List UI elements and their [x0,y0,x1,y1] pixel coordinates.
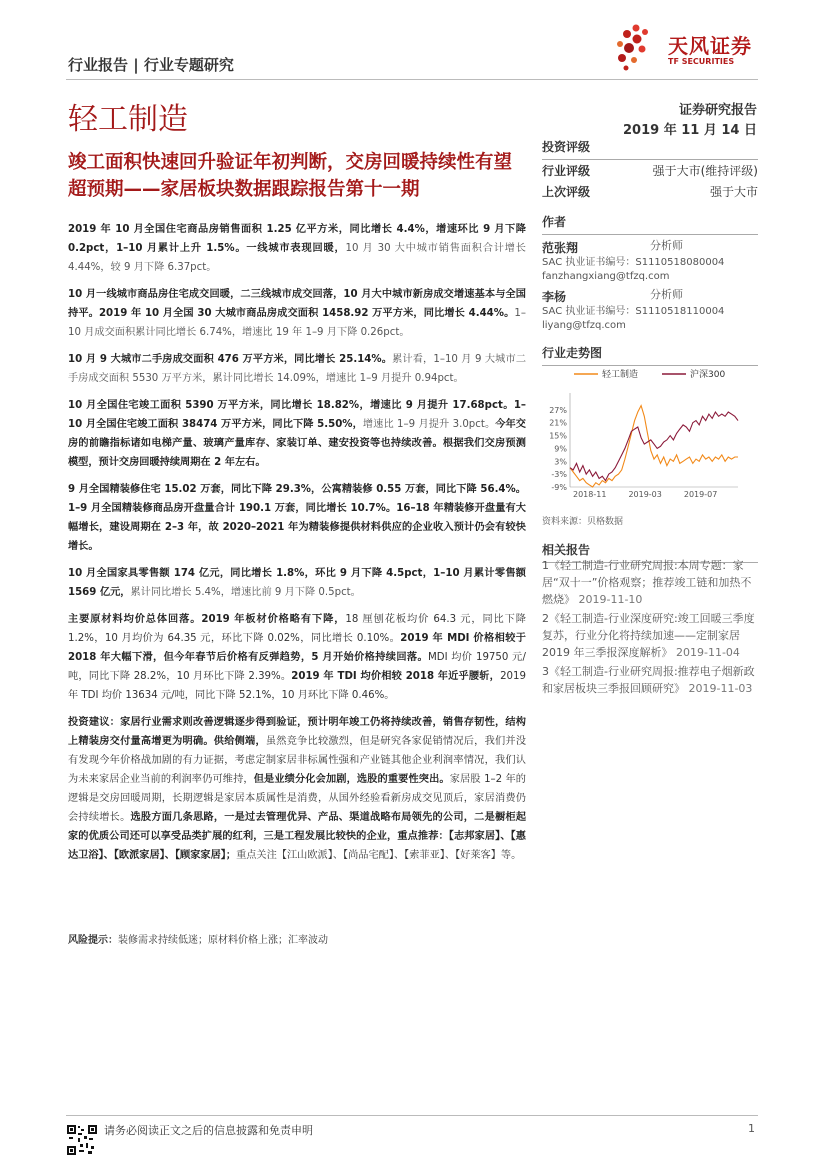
analyst-2: 李杨 分析师 SAC 执业证书编号：S1110518110004 liyang@tfzq.com [542,288,758,333]
author-title: 作者 [542,215,567,229]
logo-icon [612,22,662,72]
y-tick-label: 21% [549,418,567,428]
related-report-3[interactable]: 3《轻工制造-行业研究周报:推荐电子烟新政和家居板块三季报回顾研究》 2019-11-03 [542,665,755,695]
footer-divider [66,1115,758,1116]
paragraph-decoration: 9 月全国精装修住宅 15.02 万套，同比下降 29.3%，公寓精装修 0.55 万套，同比下降 56.4%。1–9 月全国精装修商品房开盘量合计 190.1 万套，同比增长 10.7%。16–18 年精装修开盘量有大幅增长，建设周期在 2–3 年，故 2020–2021 年为精装修提供材料供应的企业收入预计仍会有较快增长。 [68,484,526,552]
y-tick-label: 27% [549,405,567,415]
analyst-2-email[interactable]: liyang@tfzq.com [542,320,626,331]
x-tick-label: 2018-11 [573,490,607,499]
paragraph-completion: 10 月全国住宅竣工面积 5390 万平方米，同比增长 18.82%，增速比 9 月提升 17.68pct。1–10 月全国住宅竣工面积 38474 万平方米，同比下降 5.50%，增速比 1–9 月提升 3.0pct。今年交房的前瞻指标诸如电梯产量、玻璃产量库存、家装订单、建安投资等也持续改善。根据我们交房预测模型，预计交房回暖持续周期在 2 年左右。 [68,400,526,468]
paragraph-tier-cities: 10 月一线城市商品房住宅成交回暖，二三线城市成交回落，10 月大中城市新房成交增速基本与全国持平。2019 年 10 月全国 30 大城市商品房成交面积 1458.92 万平方米，同比增长 4.44%。1–10 月成交面积累计同比增长 6.74%，增速比 19 年 1–9 月下降 0.26pct。 [68,289,526,338]
y-tick-label: 9% [554,444,567,454]
previous-rating-row: 上次评级 强于大市 [542,185,758,199]
chart-lines [570,406,738,487]
page-number: 1 [748,1122,755,1135]
chart-legend [574,368,725,380]
header-divider [66,79,758,80]
logo-name: 天风证券 [668,34,752,58]
trend-chart [542,365,758,507]
y-tick-label: 3% [554,457,567,467]
related-report-2[interactable]: 2《轻工制造-行业深度研究:竣工回暖三季度复苏，行业分化将持续加速——定制家居 2019 年三季报深度解析》 2019-11-04 [542,612,755,659]
report-type: 行业报告 | 行业专题研究 [68,56,234,74]
analyst-1-email[interactable]: fanzhangxiang@tfzq.com [542,271,670,282]
x-tick-label: 2019-07 [683,490,718,499]
headline: 竣工面积快速回升验证年初判断，交房回暖持续性有望超预期——家居板块数据跟踪报告第十一期 [68,152,513,200]
related-title: 相关报告 [542,543,591,557]
paragraph-second-hand: 10 月 9 大城市二手房成交面积 476 万平方米，同比增长 25.14%。累计看，1–10 月 9 大城市二手房成交面积 5530 万平方米，累计同比增长 14.09%，增速比 1–9 月提升 0.94pct。 [68,354,527,384]
chart-axes [549,393,738,499]
industry-rating-row: 行业评级 强于大市(维持评级) [542,164,758,178]
related-reports [542,557,758,699]
report-kind: 证券研究报告 [678,103,757,118]
author-section [542,213,758,333]
trend-section [542,344,758,366]
legend-label-1: 沪深300 [690,370,726,380]
qr-code-icon [66,1124,98,1156]
report-date: 2019 年 11 月 14 日 [623,123,757,138]
paragraph-retail: 10 月全国家具零售额 174 亿元，同比增长 1.8%，环比 9 月下降 4.5pct，1–10 月累计零售额 1569 亿元，累计同比增长 5.4%，增速比前 9 月下降 0.5pct。 [68,568,526,598]
x-tick-label: 2019-03 [628,490,662,499]
paragraph-sales: 2019 年 10 月全国住宅商品房销售面积 1.25 亿平方米，同比增长 4.4%，增速环比 9 月下降 0.2pct，1–10 月累计上升 1.5%。一线城市表现回暖，10 月 30 大中城市销售面积合计增长 4.44%，较 9 月下降 6.37pct。 [68,224,526,273]
rating-section [542,138,758,202]
legend-label-0: 轻工制造 [602,370,639,380]
paragraph-raw-materials: 主要原材料均价总体回落。2019 年板材价格略有下降，18 厘刨花板均价 64.3 元，同比下降 1.2%，10 月均价为 64.35 元，环比下降 0.02%，同比增长 0.10%。2019 年 MDI 价格相较于 2018 年大幅下滑，但今年春节后价格有反弹趋势，5 月开始价格持续回落。MDI 均价 19750 元/吨，同比下降 28.2%，10 月环比下降 2.39%。2019 年 TDI 均价相较 2018 年近乎腰斩，2019 年 TDI 均价 13634 元/吨，同比下降 52.1%，10 月环比下降 0.46%。 [68,614,526,701]
rating-title: 投资评级 [542,140,591,154]
risk-warning: 风险提示：装修需求持续低迷；原材料价格上涨；汇率波动 [68,935,328,946]
paragraph-investment: 投资建议：家居行业需求则改善逻辑逐步得到验证，预计明年竣工仍将持续改善，销售存韧性，结构上精装房交付量高增更为明确。供给侧端，虽然竞争比较激烈，但是研究各家促销情况后，我们并没有发现今年价格战加剧的有力证据，考虑定制家居非标属性强和产业链其他企业利润率情况，我们认为未来家居企业当前的利润率仍可维持，但是业绩分化会加剧，选股的重要性突出。家居股 1–2 年的逻辑是交房回暖周期，长期逻辑是家居本质属性是消费，从国外经验看新房成交见顶后，家居消费仍会持续增长。选股方面几条思路，一是过去管理优异、产品、渠道战略布局领先的公司，二是橱柜起家的优质公司还可以享受品类扩展的红利，三是工程发展比较快的企业，重点推荐：【志邦家居】、【惠达卫浴】、【欧派家居】、【顾家家居】；重点关注【江山欧派】、【尚品宅配】、【索菲亚】、【好莱客】等。 [68,717,527,861]
series-line-1 [570,412,738,481]
industry-title: 轻工制造 [68,102,188,137]
y-tick-label: -9% [551,483,567,492]
logo-english: TF SECURITIES [668,57,735,66]
trend-title: 行业走势图 [542,346,603,360]
chart-source: 资料来源：贝格数据 [542,517,624,527]
y-tick-label: 15% [549,431,567,441]
analyst-1: 范张翔 分析师 SAC 执业证书编号：S1110518080004 fanzhangxiang@tfzq.com [542,239,758,284]
related-report-1[interactable]: 1《轻工制造-行业研究周报:本周专题：家居“双十一”价格观察；推荐竣工链和加热不燃烧》 2019-11-10 [542,559,752,606]
body-text [68,220,526,873]
disclaimer-note: 请务必阅读正文之后的信息披露和免责申明 [104,1124,313,1137]
y-tick-label: -3% [551,470,567,480]
